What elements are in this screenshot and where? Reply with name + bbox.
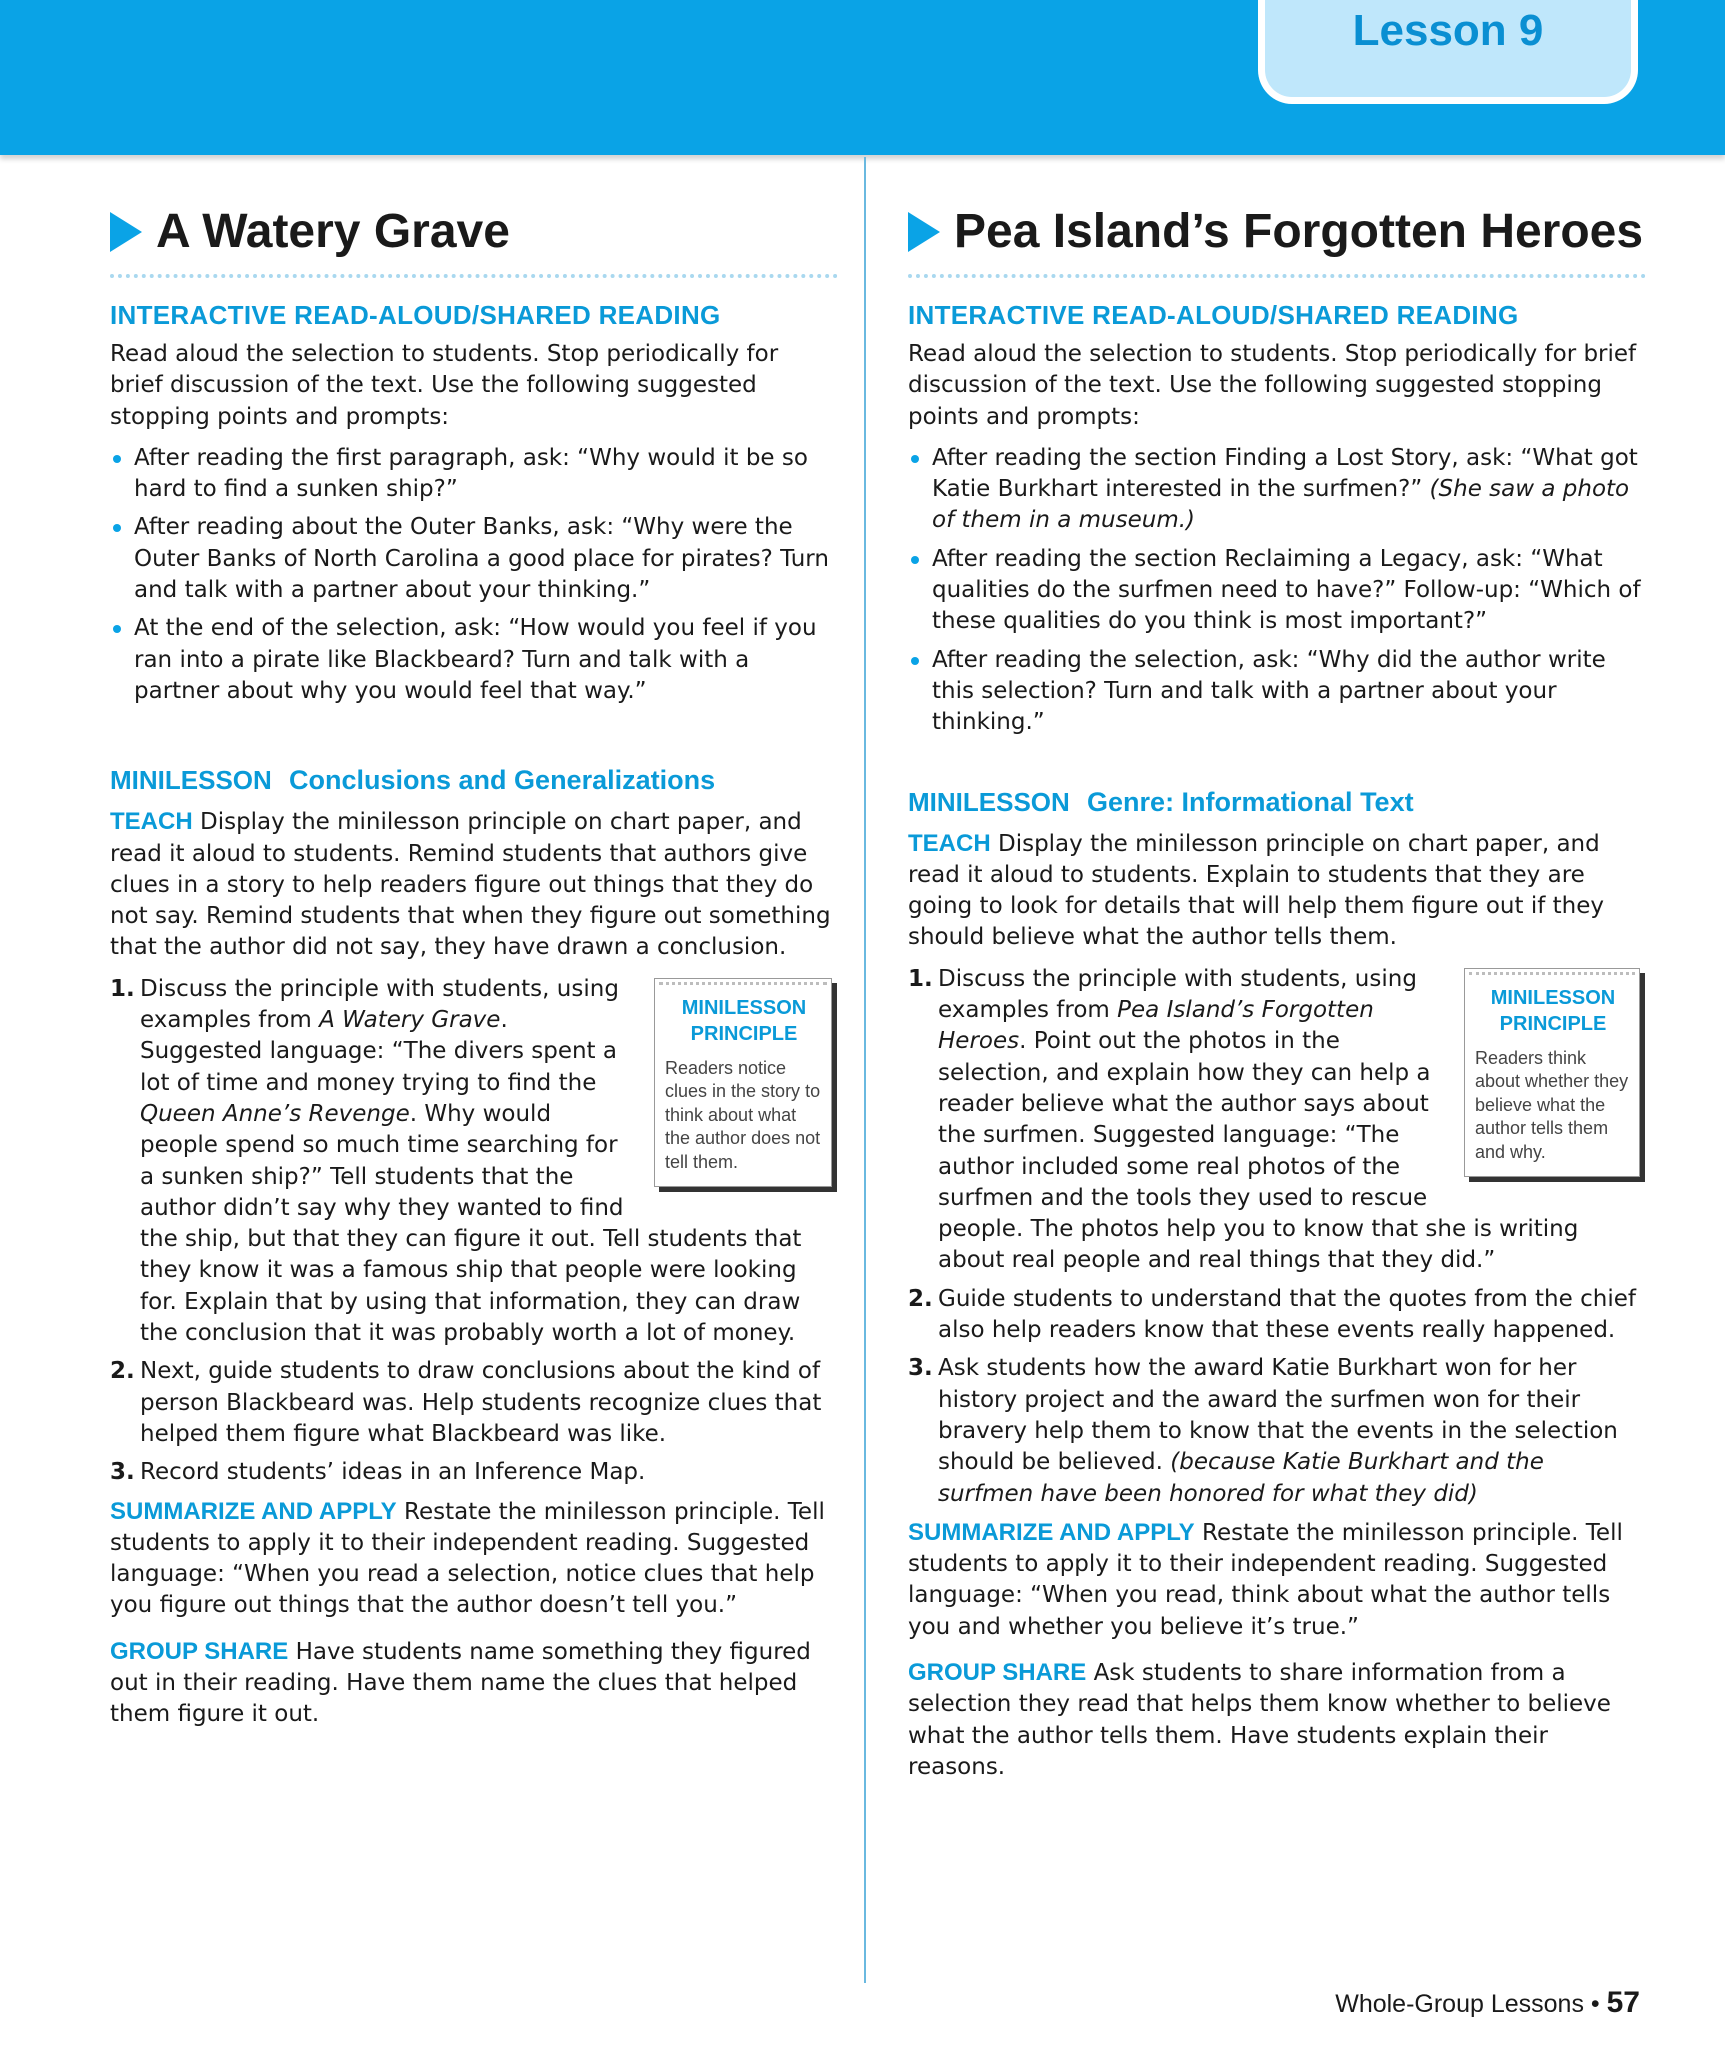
- right-prompts-list: [908, 443, 1646, 739]
- step-item: [908, 964, 1646, 1277]
- summarize-text: Restate the minilesson principle. Tell students to apply it to their independent reading. Suggested language: “When you read a selection, notice clues that help you figure out things that the author doesn’t tell you.”: [110, 1498, 825, 1619]
- group-share-label: GROUP SHARE: [110, 1637, 289, 1665]
- summarize-label: SUMMARIZE AND APPLY: [110, 1497, 397, 1525]
- step-item: [110, 974, 838, 1350]
- dotted-rule: [110, 274, 838, 278]
- left-intro: Read aloud the selection to students. Stop periodically for brief discussion of the text. Use the following suggested stopping points and prompts:: [110, 341, 779, 430]
- step-text: Next, guide students to draw conclusions about the kind of person Blackbeard was. Help students recognize clues that helped them figure what Blackbeard was like.: [140, 1358, 822, 1447]
- step-number: 1.: [908, 965, 933, 992]
- step-number: 3.: [908, 1355, 933, 1382]
- right-minilesson-heading: [908, 787, 1646, 818]
- step-text: Discuss the principle with students, using examples from: [140, 975, 619, 1034]
- step-number: 2.: [110, 1358, 135, 1385]
- teach-text: Display the minilesson principle on chart paper, and read it aloud to students. Explain to students that they are going to look for details that will help them figure out if they should believe what the author tells them.: [908, 830, 1604, 951]
- principle-heading: MINILESSON PRINCIPLE: [1490, 986, 1616, 1035]
- list-item: After reading the selection, ask: “Why did the author write this selection? Turn and talk with a partner about your thinking.”: [908, 645, 1646, 739]
- step-text: . Point out the photos in the selection, and explain how they can help a reader believe what the author says about the surfmen. Suggested language: “The author included some real photos of the surfmen and the tools they used to rescue people. The photos help you to know that she is writing about real people and real things that they did.”: [938, 1028, 1579, 1274]
- footer-section: Whole-Group Lessons: [1335, 1990, 1584, 2018]
- list-item: At the end of the selection, ask: “How would you feel if you ran into a pirate like Blackbeard? Turn and talk with a partner about why you would feel that way.”: [110, 613, 838, 707]
- teach-label: TEACH: [110, 808, 193, 836]
- left-summarize: [110, 1496, 838, 1622]
- left-title-text: A Watery Grave: [156, 205, 510, 258]
- principle-text: Readers think about whether they believe what the author tells them and why.: [1475, 1047, 1629, 1162]
- step-item: [908, 1353, 1646, 1509]
- step-text: Discuss the principle with students, using examples from: [938, 965, 1417, 1024]
- step-item: [908, 1284, 1646, 1347]
- group-share-text: Have students name something they figured out in their reading. Have them name the clues that helped them figure it out.: [110, 1638, 811, 1728]
- right-title-text: Pea Island’s Forgotten Heroes: [954, 205, 1644, 258]
- header-banner: [0, 0, 1725, 155]
- right-summarize: [908, 1517, 1646, 1643]
- principle-text: Readers notice clues in the story to think about what the author does not tell them.: [665, 1057, 821, 1172]
- minilesson-principle-card: [654, 978, 832, 1188]
- list-item: After reading the section Reclaiming a Legacy, ask: “What qualities do the surfmen need to have?” Follow-up: “Which of these qualities do you think is most important?”: [908, 544, 1646, 638]
- play-triangle-icon: [908, 212, 940, 252]
- teach-label: TEACH: [908, 829, 991, 857]
- page-footer: [1335, 1986, 1640, 2020]
- dotted-rule: [908, 274, 1646, 278]
- minilesson-topic: Genre: Informational Text: [1087, 786, 1414, 817]
- right-steps: [908, 964, 1646, 1510]
- summarize-text: Restate the minilesson principle. Tell students to apply it to their independent reading. Suggested language: “When you read, think about what the author tells you and whether you believe it’s true.”: [908, 1519, 1623, 1640]
- prompt-text: After reading the section Finding a Lost Story, ask: “What got Katie Burkhart interested in the surfmen?”: [932, 444, 1638, 503]
- summarize-label: SUMMARIZE AND APPLY: [908, 1518, 1195, 1546]
- minilesson-topic: Conclusions and Generalizations: [289, 765, 716, 796]
- left-selection-title: [110, 200, 838, 264]
- left-column: [110, 200, 838, 1731]
- group-share-label: GROUP SHARE: [908, 1658, 1087, 1686]
- left-steps: [110, 974, 838, 1489]
- group-share-text: Ask students to share information from a selection they read that helps them know whether to believe what the author tells them. Have students explain their reasons.: [908, 1659, 1611, 1780]
- principle-heading: MINILESSON PRINCIPLE: [681, 996, 807, 1045]
- right-group-share: [908, 1657, 1646, 1783]
- play-triangle-icon: [110, 212, 142, 252]
- footer-separator: •: [1590, 1990, 1600, 2018]
- left-group-share: [110, 1636, 838, 1731]
- list-item: After reading about the Outer Banks, ask: “Why were the Outer Banks of North Carolina a good place for pirates? Turn and talk with a partner about your thinking.”: [110, 512, 838, 606]
- page-number: 57: [1606, 1986, 1640, 2019]
- ship-name-ref: Queen Anne’s Revenge: [140, 1100, 410, 1127]
- right-intro: Read aloud the selection to students. Stop periodically for brief discussion of the text. Use the following suggested stopping points and prompts:: [908, 341, 1637, 430]
- minilesson-principle-card: [1464, 968, 1640, 1178]
- step-text: . Why would people spend so much time searching for a sunken ship?” Tell students that the author didn’t say why they wanted to find the ship, but that they can figure it out. Tell students that they know it was a famous ship that people were looking for. Explain that by using that information, they can draw the conclusion that it was probably worth a lot of money.: [140, 1100, 802, 1347]
- selection-title-ref: Pea Island’s Forgotten Heroes: [938, 997, 1374, 1055]
- minilesson-label: MINILESSON: [908, 786, 1070, 817]
- left-prompts-list: [110, 443, 838, 707]
- step-text: Ask students how the award Katie Burkhart won for her history project and the award the surfmen won for their bravery help them to know that the events in the selection should be believed.: [938, 1355, 1618, 1476]
- left-read-aloud-heading: INTERACTIVE READ-ALOUD/SHARED READING: [110, 300, 721, 330]
- right-column: [908, 200, 1646, 1783]
- step-item: [110, 1457, 838, 1488]
- step-text: Guide students to understand that the quotes from the chief also help readers know that these events really happened.: [938, 1285, 1636, 1344]
- right-teach: [908, 828, 1646, 954]
- step-answer: (because Katie Burkhart and the surfmen have been honored for what they did): [938, 1449, 1544, 1507]
- left-minilesson-heading: [110, 765, 838, 796]
- list-item: After reading the first paragraph, ask: “Why would it be so hard to find a sunken ship?”: [110, 443, 838, 506]
- left-teach: [110, 806, 838, 963]
- step-number: 3.: [110, 1459, 135, 1486]
- step-number: 1.: [110, 975, 135, 1002]
- right-selection-title: [908, 200, 1646, 264]
- step-item: [110, 1356, 838, 1450]
- list-item: [908, 443, 1646, 537]
- selection-title-ref: A Watery Grave: [319, 1007, 501, 1034]
- teach-text: Display the minilesson principle on chart paper, and read it aloud to students. Remind students that authors give clues in a story to help readers figure out things that they do not say. Remind students that when they figure out something that the author did not say, they have drawn a conclusion.: [110, 809, 831, 961]
- step-text: . Suggested language: “The divers spent a lot of time and money trying to find the: [140, 1007, 617, 1096]
- lesson-tab: Lesson 9: [1258, 0, 1638, 104]
- right-read-aloud-heading: INTERACTIVE READ-ALOUD/SHARED READING: [908, 300, 1519, 330]
- step-number: 2.: [908, 1285, 933, 1312]
- prompt-answer: (She saw a photo of them in a museum.): [932, 476, 1630, 534]
- step-text: Record students’ ideas in an Inference Map.: [140, 1459, 646, 1486]
- minilesson-label: MINILESSON: [110, 765, 272, 796]
- column-divider: [864, 157, 866, 1983]
